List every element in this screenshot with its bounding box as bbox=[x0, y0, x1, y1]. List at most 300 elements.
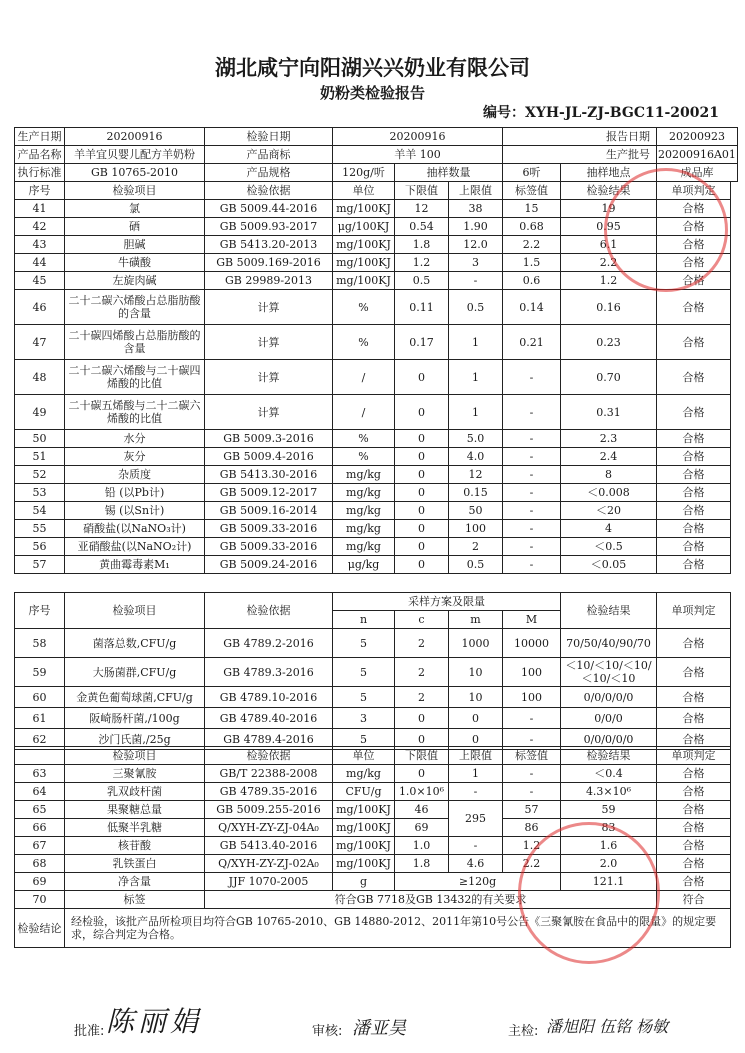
row-limit: ≥120g bbox=[395, 873, 561, 891]
row-lower: 0 bbox=[395, 502, 449, 520]
row-upper: 2 bbox=[449, 538, 503, 556]
row-no: 67 bbox=[15, 837, 65, 855]
table-row bbox=[15, 395, 731, 430]
table-row bbox=[15, 687, 731, 708]
col2-result: 检验结果 bbox=[561, 593, 657, 629]
row-c: 2 bbox=[395, 687, 449, 708]
row-result: 0.23 bbox=[561, 325, 657, 360]
col3-upper: 上限值 bbox=[449, 747, 503, 765]
table-row bbox=[15, 629, 731, 658]
row-method: GB 5009.44-2016 bbox=[205, 200, 333, 218]
inspect-date: 20200916 bbox=[333, 128, 503, 146]
row-method: GB 5009.3-2016 bbox=[205, 430, 333, 448]
row-result: 0.16 bbox=[561, 290, 657, 325]
row70-text: 符合GB 7718及GB 13432的有关要求 bbox=[205, 891, 657, 909]
row-item: 二十碳四烯酸占总脂肪酸的含量 bbox=[65, 325, 205, 360]
row-upper: 0.5 bbox=[449, 290, 503, 325]
col-lower: 下限值 bbox=[395, 182, 449, 200]
row-item: 二十碳五烯酸与二十二碳六烯酸的比值 bbox=[65, 395, 205, 430]
row-result: ＜0.5 bbox=[561, 538, 657, 556]
row-result: 0.31 bbox=[561, 395, 657, 430]
row-n: 3 bbox=[333, 708, 395, 729]
table-row bbox=[15, 708, 731, 729]
sample-place: 成品库 bbox=[657, 164, 738, 182]
conclusion-label: 检验结论 bbox=[15, 909, 65, 948]
row-result: 59 bbox=[561, 801, 657, 819]
row-upper: 0.15 bbox=[449, 484, 503, 502]
report-date: 20200923 bbox=[657, 128, 738, 146]
row-n: 5 bbox=[333, 729, 395, 750]
row-upper: - bbox=[449, 783, 503, 801]
row-item: 氯 bbox=[65, 200, 205, 218]
row-method: GB 5009.12-2017 bbox=[205, 484, 333, 502]
row-upper: - bbox=[449, 272, 503, 290]
col3-lower: 下限值 bbox=[395, 747, 449, 765]
row-judge: 合格 bbox=[657, 290, 731, 325]
row-item: 阪崎肠杆菌,/100g bbox=[65, 708, 205, 729]
row-label: 0.14 bbox=[503, 290, 561, 325]
row-lower: 0.54 bbox=[395, 218, 449, 236]
row-c: 0 bbox=[395, 708, 449, 729]
report-title: 奶粉类检验报告 bbox=[319, 84, 425, 102]
row-item: 铅 (以Pb计) bbox=[65, 484, 205, 502]
row-no: 56 bbox=[15, 538, 65, 556]
row-lower: 69 bbox=[395, 819, 449, 837]
row-lower: 1.0×10⁶ bbox=[395, 783, 449, 801]
row-upper: 4.6 bbox=[449, 855, 503, 873]
row-no: 47 bbox=[15, 325, 65, 360]
row-method: Q/XYH-ZY-ZJ-02A₀ bbox=[205, 855, 333, 873]
table-row bbox=[15, 538, 731, 556]
row-result: 0.95 bbox=[561, 218, 657, 236]
row-method: GB 4789.3-2016 bbox=[205, 658, 333, 687]
row-result: 1.2 bbox=[561, 272, 657, 290]
row-result: 0.70 bbox=[561, 360, 657, 395]
row-result: 1.6 bbox=[561, 837, 657, 855]
row-item: 二十二碳六烯酸占总脂肪酸的含量 bbox=[65, 290, 205, 325]
table-row bbox=[15, 801, 731, 819]
row-unit: mg/100KJ bbox=[333, 254, 395, 272]
row-no: 44 bbox=[15, 254, 65, 272]
row-upper: - bbox=[449, 837, 503, 855]
row-result: 2.0 bbox=[561, 855, 657, 873]
row-unit: μg/100KJ bbox=[333, 218, 395, 236]
row-lower: 0.17 bbox=[395, 325, 449, 360]
row-result: 2.4 bbox=[561, 448, 657, 466]
row-lower: 0.5 bbox=[395, 272, 449, 290]
row-item: 三聚氰胺 bbox=[65, 765, 205, 783]
row-label: - bbox=[503, 520, 561, 538]
review-signature: 潘亚昊 bbox=[352, 1018, 406, 1039]
row-unit: mg/kg bbox=[333, 466, 395, 484]
row-label: 2.2 bbox=[503, 236, 561, 254]
row-unit: mg/100KJ bbox=[333, 801, 395, 819]
spec: 120g/听 bbox=[333, 164, 395, 182]
col-no: 序号 bbox=[15, 182, 65, 200]
row-method: GB 5009.33-2016 bbox=[205, 538, 333, 556]
row-method: GB 5009.4-2016 bbox=[205, 448, 333, 466]
row-label: - bbox=[503, 556, 561, 574]
col2-judge: 单项判定 bbox=[657, 593, 731, 629]
row-lower: 1.8 bbox=[395, 855, 449, 873]
row-n: 5 bbox=[333, 658, 395, 687]
row-judge: 合格 bbox=[657, 629, 731, 658]
row-judge: 合格 bbox=[657, 448, 731, 466]
row-upper: 100 bbox=[449, 520, 503, 538]
row-lower: 46 bbox=[395, 801, 449, 819]
row-judge: 合格 bbox=[657, 360, 731, 395]
row-method: 计算 bbox=[205, 325, 333, 360]
row-no: 68 bbox=[15, 855, 65, 873]
sample-qty: 6听 bbox=[503, 164, 561, 182]
row-item: 大肠菌群,CFU/g bbox=[65, 658, 205, 687]
inspector-label: 主检: bbox=[508, 1024, 539, 1039]
row-judge: 合格 bbox=[657, 218, 731, 236]
row-label: 1.5 bbox=[503, 254, 561, 272]
row-judge: 合格 bbox=[657, 801, 731, 819]
row-method: GB 4789.2-2016 bbox=[205, 629, 333, 658]
row-result: 0/0/0 bbox=[561, 708, 657, 729]
row-c: 2 bbox=[395, 629, 449, 658]
row-judge: 合格 bbox=[657, 466, 731, 484]
row-judge: 合格 bbox=[657, 556, 731, 574]
row-method: GB 5009.255-2016 bbox=[205, 801, 333, 819]
review-label: 审核: bbox=[312, 1024, 343, 1039]
row-method: GB 5413.40-2016 bbox=[205, 837, 333, 855]
row-lower: 0 bbox=[395, 430, 449, 448]
row-result: 83 bbox=[561, 819, 657, 837]
row-item: 硝酸盐(以NaNO₃计) bbox=[65, 520, 205, 538]
row-no: 63 bbox=[15, 765, 65, 783]
col3-judge: 单项判定 bbox=[657, 747, 731, 765]
row-judge: 合格 bbox=[657, 272, 731, 290]
row-no: 59 bbox=[15, 658, 65, 687]
row-upper: 1.90 bbox=[449, 218, 503, 236]
row-judge: 合格 bbox=[657, 502, 731, 520]
row-lower: 0 bbox=[395, 466, 449, 484]
row-method: GB 4789.40-2016 bbox=[205, 708, 333, 729]
row70-no: 70 bbox=[15, 891, 65, 909]
row-no: 43 bbox=[15, 236, 65, 254]
row-label: 0.68 bbox=[503, 218, 561, 236]
row-M: 100 bbox=[503, 658, 561, 687]
row-lower: 0.11 bbox=[395, 290, 449, 325]
row-lower: 1.2 bbox=[395, 254, 449, 272]
col3-result: 检验结果 bbox=[561, 747, 657, 765]
row-no: 45 bbox=[15, 272, 65, 290]
row-unit: CFU/g bbox=[333, 783, 395, 801]
inspection-stamp-bottom bbox=[518, 822, 660, 964]
row-no: 41 bbox=[15, 200, 65, 218]
row-method: JJF 1070-2005 bbox=[205, 873, 333, 891]
col2-no: 序号 bbox=[15, 593, 65, 629]
row-judge: 合格 bbox=[657, 687, 731, 708]
row-c: 0 bbox=[395, 729, 449, 750]
row-result: ＜20 bbox=[561, 502, 657, 520]
row-m: 10 bbox=[449, 658, 503, 687]
row-lower: 0 bbox=[395, 484, 449, 502]
table-row bbox=[15, 765, 731, 783]
row-method: GB 4789.35-2016 bbox=[205, 783, 333, 801]
table-row bbox=[15, 556, 731, 574]
col2-M: M bbox=[503, 611, 561, 629]
row-lower: 12 bbox=[395, 200, 449, 218]
row-m: 0 bbox=[449, 708, 503, 729]
table-row bbox=[15, 502, 731, 520]
row-upper: 12.0 bbox=[449, 236, 503, 254]
row-unit: mg/100KJ bbox=[333, 236, 395, 254]
row-upper: 5.0 bbox=[449, 430, 503, 448]
row-judge: 合格 bbox=[657, 729, 731, 750]
row-method: 计算 bbox=[205, 360, 333, 395]
inspection-stamp-top bbox=[604, 168, 728, 292]
row-result: 4.3×10⁶ bbox=[561, 783, 657, 801]
col3-unit: 单位 bbox=[333, 747, 395, 765]
row-no: 61 bbox=[15, 708, 65, 729]
row-upper-merged: 295 bbox=[449, 801, 503, 837]
row-label: - bbox=[503, 448, 561, 466]
row-item: 金黄色葡萄球菌,CFU/g bbox=[65, 687, 205, 708]
row-upper: 1 bbox=[449, 325, 503, 360]
row-label: 86 bbox=[503, 819, 561, 837]
col3-method: 检验依据 bbox=[205, 747, 333, 765]
col-judge: 单项判定 bbox=[657, 182, 731, 200]
row-upper: 4.0 bbox=[449, 448, 503, 466]
row-lower: 0 bbox=[395, 520, 449, 538]
row-judge: 合格 bbox=[657, 325, 731, 360]
row-item: 灰分 bbox=[65, 448, 205, 466]
row-lower: 0 bbox=[395, 556, 449, 574]
row-method: GB 29989-2013 bbox=[205, 272, 333, 290]
table-row bbox=[15, 783, 731, 801]
row-method: GB 5009.169-2016 bbox=[205, 254, 333, 272]
row-upper: 3 bbox=[449, 254, 503, 272]
row-unit: mg/kg bbox=[333, 502, 395, 520]
row-result: 6.1 bbox=[561, 236, 657, 254]
row-result: ＜0.008 bbox=[561, 484, 657, 502]
row-judge: 合格 bbox=[657, 873, 731, 891]
row-item: 左旋肉碱 bbox=[65, 272, 205, 290]
row-M: - bbox=[503, 708, 561, 729]
row-no: 62 bbox=[15, 729, 65, 750]
row-item: 锡 (以Sn计) bbox=[65, 502, 205, 520]
production-date: 20200916 bbox=[65, 128, 205, 146]
batch: 20200916A01 bbox=[657, 146, 738, 164]
row-no: 69 bbox=[15, 873, 65, 891]
row-item: 乳双歧杆菌 bbox=[65, 783, 205, 801]
row-item: 沙门氏菌,/25g bbox=[65, 729, 205, 750]
row-item: 果聚糖总量 bbox=[65, 801, 205, 819]
row-upper: 1 bbox=[449, 765, 503, 783]
row-judge: 合格 bbox=[657, 855, 731, 873]
row-judge: 合格 bbox=[657, 658, 731, 687]
table-row bbox=[15, 484, 731, 502]
row-unit: mg/100KJ bbox=[333, 855, 395, 873]
row-judge: 合格 bbox=[657, 708, 731, 729]
row-item: 乳铁蛋白 bbox=[65, 855, 205, 873]
col2-item: 检验项目 bbox=[65, 593, 205, 629]
row-no: 54 bbox=[15, 502, 65, 520]
row-lower: 0 bbox=[395, 395, 449, 430]
row-result: 0/0/0/0/0 bbox=[561, 729, 657, 750]
row-method: GB 5009.16-2014 bbox=[205, 502, 333, 520]
company-name: 湖北咸宁向阳湖兴兴奶业有限公司 bbox=[215, 56, 530, 80]
row-upper: 50 bbox=[449, 502, 503, 520]
row-no: 53 bbox=[15, 484, 65, 502]
brand: 羊羊 100 bbox=[333, 146, 503, 164]
row-item: 杂质度 bbox=[65, 466, 205, 484]
row-label: - bbox=[503, 466, 561, 484]
col2-c: c bbox=[395, 611, 449, 629]
row-no: 46 bbox=[15, 290, 65, 325]
row-label: - bbox=[503, 502, 561, 520]
col2-plan: 采样方案及限量 bbox=[333, 593, 561, 611]
row-judge: 合格 bbox=[657, 236, 731, 254]
row-no: 50 bbox=[15, 430, 65, 448]
spec-label: 产品规格 bbox=[205, 164, 333, 182]
standard-label: 执行标准 bbox=[15, 164, 65, 182]
row-no: 52 bbox=[15, 466, 65, 484]
row-label: - bbox=[503, 360, 561, 395]
row-no: 42 bbox=[15, 218, 65, 236]
col-label: 标签值 bbox=[503, 182, 561, 200]
col3-no-blank bbox=[15, 747, 65, 765]
row70-judge: 符合 bbox=[657, 891, 731, 909]
row-judge: 合格 bbox=[657, 395, 731, 430]
row-judge: 合格 bbox=[657, 520, 731, 538]
sample-qty-label: 抽样数量 bbox=[395, 164, 503, 182]
row-label: - bbox=[503, 395, 561, 430]
row-no: 57 bbox=[15, 556, 65, 574]
col-unit: 单位 bbox=[333, 182, 395, 200]
col-method: 检验依据 bbox=[205, 182, 333, 200]
row-unit: mg/100KJ bbox=[333, 837, 395, 855]
row-upper: 38 bbox=[449, 200, 503, 218]
col-item: 检验项目 bbox=[65, 182, 205, 200]
row-method: GB 5009.24-2016 bbox=[205, 556, 333, 574]
row-unit: mg/100KJ bbox=[333, 272, 395, 290]
row-result: 70/50/40/90/70 bbox=[561, 629, 657, 658]
row-unit: % bbox=[333, 325, 395, 360]
brand-label: 产品商标 bbox=[205, 146, 333, 164]
row-M: 10000 bbox=[503, 629, 561, 658]
row-label: - bbox=[503, 430, 561, 448]
row-item: 硒 bbox=[65, 218, 205, 236]
row-judge: 合格 bbox=[657, 538, 731, 556]
row-no: 65 bbox=[15, 801, 65, 819]
standard: GB 10765-2010 bbox=[65, 164, 205, 182]
table-row bbox=[15, 325, 731, 360]
row-m: 0 bbox=[449, 729, 503, 750]
row-item: 核苷酸 bbox=[65, 837, 205, 855]
row-c: 2 bbox=[395, 658, 449, 687]
approve-label: 批准: bbox=[74, 1024, 105, 1039]
row-item: 水分 bbox=[65, 430, 205, 448]
row-judge: 合格 bbox=[657, 837, 731, 855]
row-unit: % bbox=[333, 290, 395, 325]
row-judge: 合格 bbox=[657, 783, 731, 801]
col2-method: 检验依据 bbox=[205, 593, 333, 629]
row-item: 牛磺酸 bbox=[65, 254, 205, 272]
row-n: 5 bbox=[333, 629, 395, 658]
row-unit: / bbox=[333, 395, 395, 430]
row-M: 100 bbox=[503, 687, 561, 708]
row-no: 64 bbox=[15, 783, 65, 801]
row-judge: 合格 bbox=[657, 254, 731, 272]
row-unit: mg/100KJ bbox=[333, 819, 395, 837]
row-judge: 合格 bbox=[657, 430, 731, 448]
row-n: 5 bbox=[333, 687, 395, 708]
row-method: GB 5009.33-2016 bbox=[205, 520, 333, 538]
row-item: 二十二碳六烯酸与二十碳四烯酸的比值 bbox=[65, 360, 205, 395]
table-row bbox=[15, 448, 731, 466]
row-label: 0.6 bbox=[503, 272, 561, 290]
table-row bbox=[15, 466, 731, 484]
row-label: 2.2 bbox=[503, 855, 561, 873]
row-label: - bbox=[503, 484, 561, 502]
inspector-signature: 潘旭阳 伍铭 杨敏 bbox=[546, 1017, 669, 1036]
batch-label: 生产批号 bbox=[503, 146, 657, 164]
production-date-label: 生产日期 bbox=[15, 128, 65, 146]
row-upper: 1 bbox=[449, 395, 503, 430]
row-no: 49 bbox=[15, 395, 65, 430]
row-judge: 合格 bbox=[657, 765, 731, 783]
row-item: 胆碱 bbox=[65, 236, 205, 254]
row-lower: 0 bbox=[395, 448, 449, 466]
row-label: - bbox=[503, 538, 561, 556]
row-result: ＜10/＜10/＜10/＜10/＜10 bbox=[561, 658, 657, 687]
row-item: 菌落总数,CFU/g bbox=[65, 629, 205, 658]
row-result: 4 bbox=[561, 520, 657, 538]
row-method: GB 5413.20-2013 bbox=[205, 236, 333, 254]
row-lower: 0 bbox=[395, 538, 449, 556]
row-label: - bbox=[503, 783, 561, 801]
row-unit: mg/kg bbox=[333, 765, 395, 783]
row-result: ＜0.4 bbox=[561, 765, 657, 783]
row-unit: mg/kg bbox=[333, 484, 395, 502]
row-upper: 12 bbox=[449, 466, 503, 484]
row-m: 1000 bbox=[449, 629, 503, 658]
row-unit: μg/kg bbox=[333, 556, 395, 574]
row-unit: mg/100KJ bbox=[333, 200, 395, 218]
table-row bbox=[15, 520, 731, 538]
row-no: 58 bbox=[15, 629, 65, 658]
row70-item: 标签 bbox=[65, 891, 205, 909]
row-item: 黄曲霉毒素M₁ bbox=[65, 556, 205, 574]
row-unit: mg/kg bbox=[333, 538, 395, 556]
row-lower: 0 bbox=[395, 360, 449, 395]
product-info-table bbox=[14, 127, 738, 182]
row-method: GB 4789.10-2016 bbox=[205, 687, 333, 708]
table-row bbox=[15, 360, 731, 395]
row-method: Q/XYH-ZY-ZJ-04A₀ bbox=[205, 819, 333, 837]
row-unit: g bbox=[333, 873, 395, 891]
row-item: 净含量 bbox=[65, 873, 205, 891]
conclusion-text: 经检验，该批产品所检项目均符合GB 10765-2010、GB 14880-2012、2011年第10号公告《三聚氰胺在食品中的限量》的规定要求，综合判定为合格。 bbox=[65, 909, 731, 948]
row-result: 121.1 bbox=[561, 873, 657, 891]
row-unit: / bbox=[333, 360, 395, 395]
table-row bbox=[15, 658, 731, 687]
row-label: 57 bbox=[503, 801, 561, 819]
row-label: 1.2 bbox=[503, 837, 561, 855]
row-label: 0.21 bbox=[503, 325, 561, 360]
row-label: 15 bbox=[503, 200, 561, 218]
row-method: GB 5009.93-2017 bbox=[205, 218, 333, 236]
row-lower: 1.8 bbox=[395, 236, 449, 254]
row-upper: 1 bbox=[449, 360, 503, 395]
row-method: 计算 bbox=[205, 290, 333, 325]
row-m: 10 bbox=[449, 687, 503, 708]
